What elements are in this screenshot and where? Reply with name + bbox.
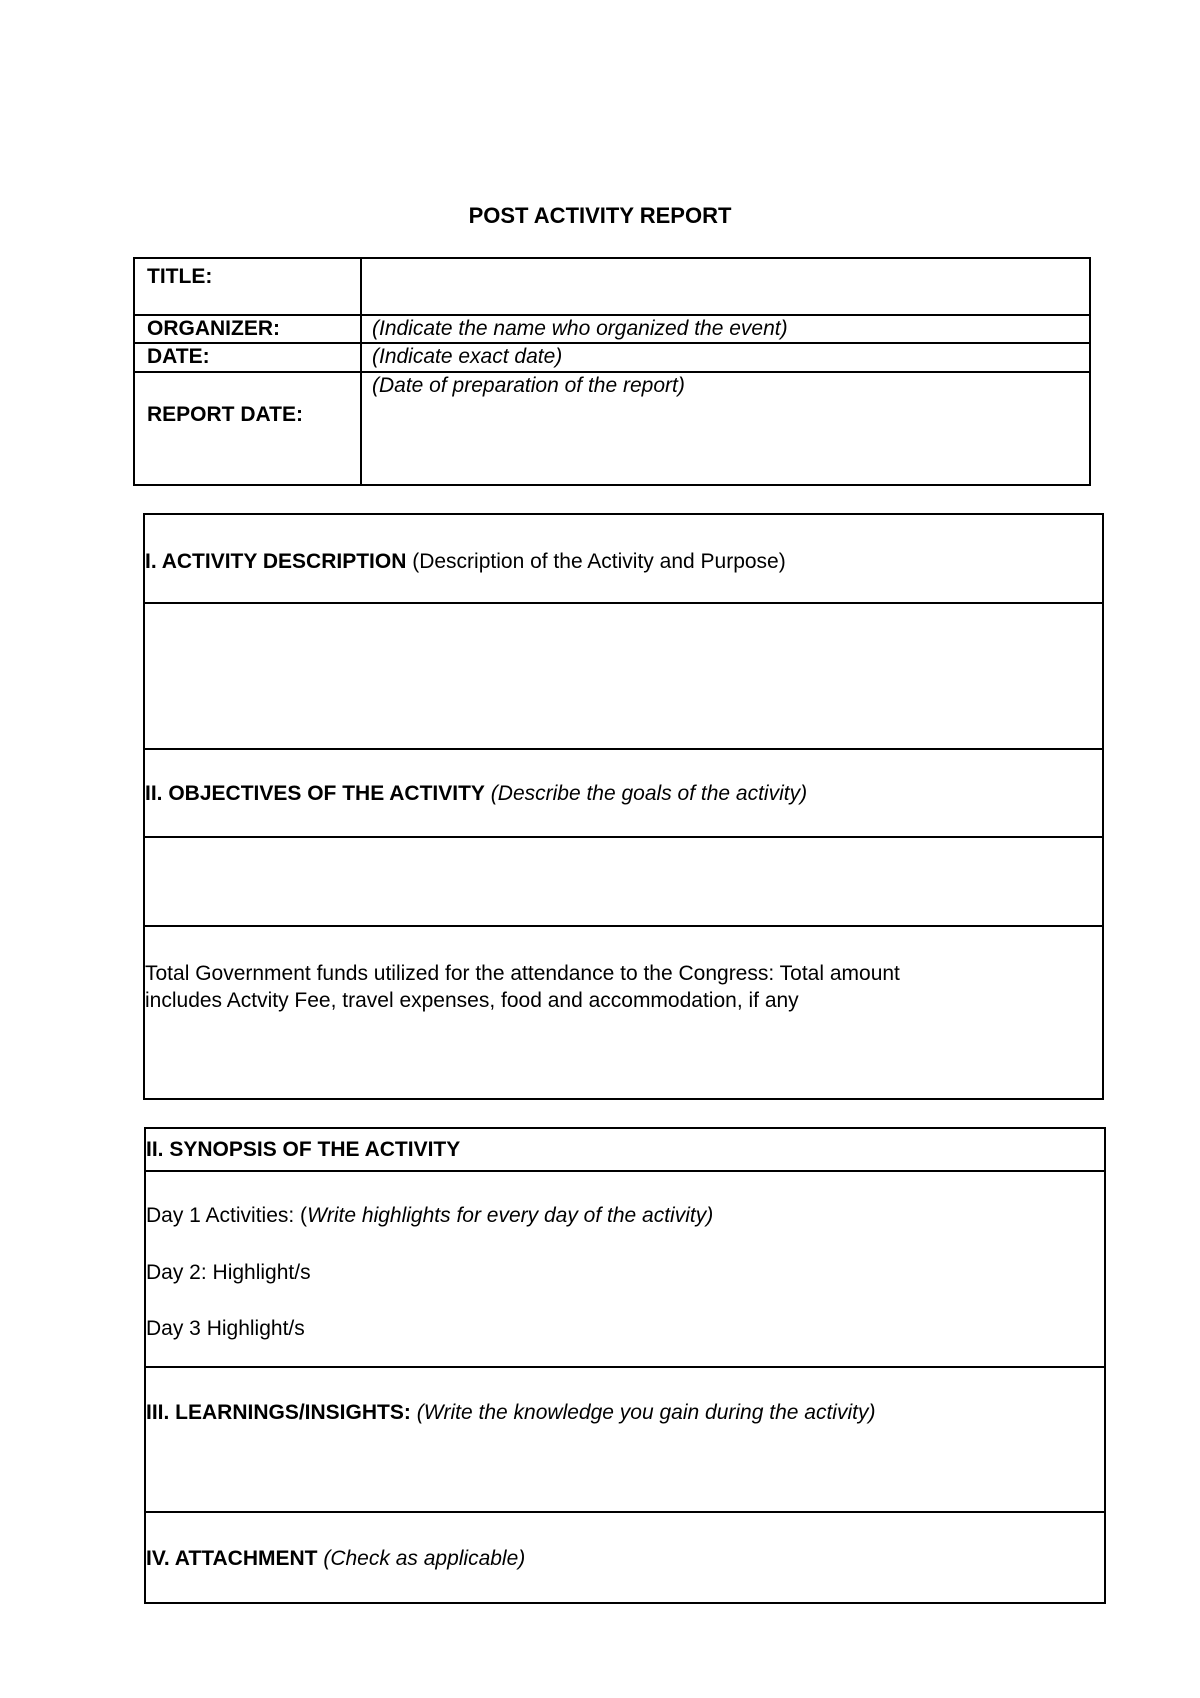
funds-line-2: includes Actvity Fee, travel expenses, food and accommodation, if any	[145, 989, 799, 1012]
activity-description-header	[145, 515, 1102, 604]
info-row-report-date	[135, 373, 1089, 484]
objectives-title: II. OBJECTIVES OF THE ACTIVITY	[145, 782, 485, 805]
attachment-heading	[146, 1547, 525, 1571]
funds-field[interactable]	[145, 927, 1102, 1098]
attachment-hint: (Check as applicable)	[323, 1547, 526, 1570]
objectives-heading	[145, 782, 807, 806]
activity-description-hint: (Description of the Activity and Purpose)	[412, 550, 786, 573]
synopsis-heading	[146, 1138, 460, 1162]
organizer-label: ORGANIZER:	[147, 317, 280, 340]
report-info-table	[133, 257, 1091, 486]
description-objectives-box	[143, 513, 1104, 1100]
objectives-hint: (Describe the goals of the activity)	[490, 782, 808, 805]
day-1-hint: Write highlights for every day of the activity)	[307, 1204, 714, 1227]
day-1-line	[146, 1204, 713, 1228]
organizer-value-field[interactable]: (Indicate the name who organized the event)	[372, 317, 788, 340]
objectives-field[interactable]	[145, 838, 1102, 927]
synopsis-title: II. SYNOPSIS OF THE ACTIVITY	[146, 1138, 461, 1161]
day-3-line: Day 3 Highlight/s	[146, 1317, 305, 1340]
attachment-field[interactable]	[146, 1513, 1104, 1602]
report-date-value-field[interactable]: (Date of preparation of the report)	[372, 374, 685, 397]
funds-line-1: Total Government funds utilized for the attendance to the Congress: Total amount	[145, 962, 900, 985]
attachment-title: IV. ATTACHMENT	[146, 1547, 318, 1570]
activity-description-field[interactable]	[145, 604, 1102, 750]
info-row-organizer	[135, 316, 1089, 344]
synopsis-days-field[interactable]	[146, 1172, 1104, 1368]
synopsis-box	[144, 1127, 1106, 1604]
learnings-title: III. LEARNINGS/INSIGHTS:	[146, 1401, 411, 1424]
day-1-label: Day 1 Activities: (	[146, 1204, 308, 1227]
learnings-heading	[146, 1401, 875, 1425]
synopsis-header	[146, 1129, 1104, 1172]
learnings-hint: (Write the knowledge you gain during the activity)	[416, 1401, 876, 1424]
learnings-field[interactable]	[146, 1368, 1104, 1513]
document-title: POST ACTIVITY REPORT	[468, 203, 732, 228]
date-label: DATE:	[147, 345, 210, 368]
day-2-line: Day 2: Highlight/s	[146, 1261, 311, 1284]
activity-description-title: I. ACTIVITY DESCRIPTION	[145, 550, 407, 573]
report-date-label: REPORT DATE:	[147, 403, 303, 426]
objectives-header	[145, 750, 1102, 838]
activity-description-heading	[145, 550, 786, 574]
date-value-field[interactable]: (Indicate exact date)	[372, 345, 563, 368]
info-row-title	[135, 259, 1089, 316]
info-row-date	[135, 344, 1089, 373]
title-label: TITLE:	[147, 265, 213, 288]
